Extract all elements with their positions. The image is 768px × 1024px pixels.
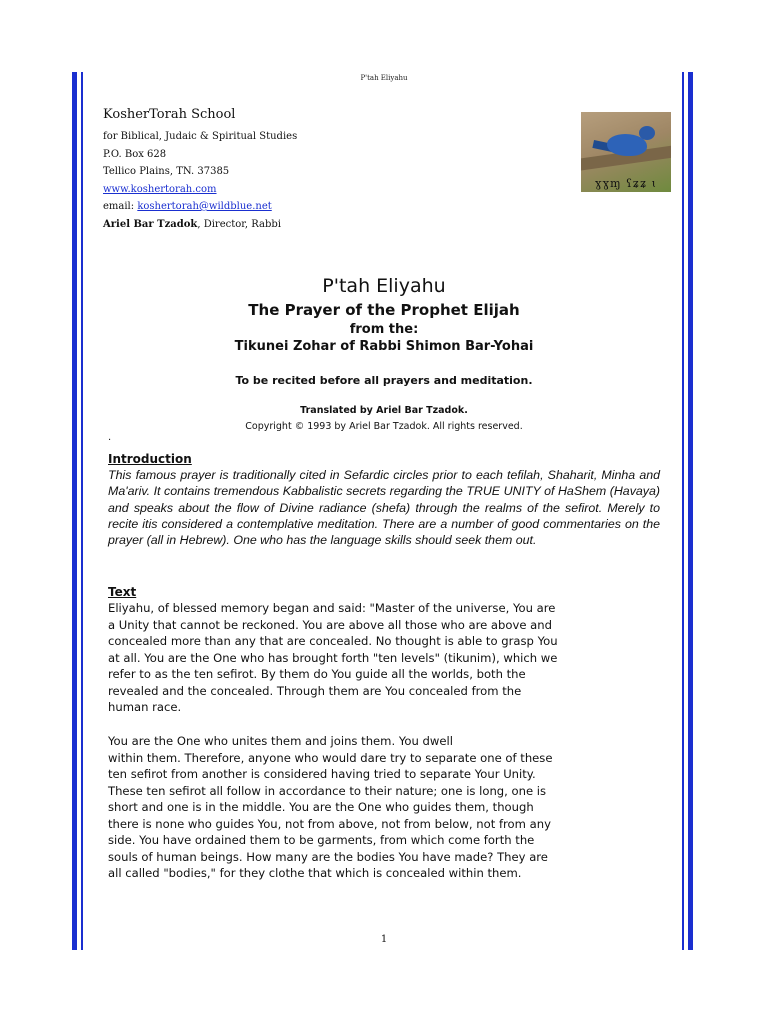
source-title: Tikunei Zohar of Rabbi Shimon Bar-Yohai [234, 339, 534, 354]
school-name: KosherTorah School [103, 107, 236, 122]
page-title: P'tah Eliyahu [322, 275, 446, 297]
introduction-text: This famous prayer is traditionally cited in Sefardic circles prior to each tefilah, Shaharit, Minha and Ma'ariv. It contains tremendous Kabbalistic secrets regarding the TRUE UNITY of HaShem (Havaya) and speaks about the flow of Divine radiance (shefa) through the realms of the sefirot. Merely to recite itis considered a contemplative meditation. There are a number of good commentaries on the prayer (all in Hebrew). One who has the language skills should seek them out. [108, 468, 660, 548]
po-box: P.O. Box 628 [103, 148, 167, 160]
left-border-thin [81, 72, 83, 950]
school-header [103, 107, 297, 233]
bluebird-photo [581, 112, 671, 192]
text-paragraph-1: Eliyahu, of blessed memory began and said: "Master of the universe, You are a Unity that cannot be reckoned. You are above all those who are above and concealed more than any that are concealed. No thought is able to grasp You at all. You are the One who has brought forth "ten levels" (tikunim), which we refer to as the ten sefirot. By them do You guide all the worlds, both the revealed and the concealed. Through them are You concealed from the human race. [108, 601, 558, 714]
email-label: email: [103, 201, 138, 212]
page-number: 1 [380, 934, 388, 945]
translator-credit: Translated by Ariel Bar Tzadok. [300, 405, 468, 416]
right-border-thick [688, 72, 693, 950]
from-label: from the: [349, 322, 419, 337]
city-address: Tellico Plains, TN. 37385 [103, 166, 230, 177]
right-border-thin [682, 72, 684, 950]
introduction-heading: Introduction [108, 452, 192, 466]
photo-glyphs: ɣɣɱ ʕʑʑ ɩ [594, 177, 658, 190]
running-head: P'tah Eliyahu [360, 74, 408, 82]
left-border-thick [72, 72, 77, 950]
school-subtitle: for Biblical, Judaic & Spiritual Studies [103, 131, 298, 142]
stray-mark: . [108, 432, 112, 443]
director-title: , Director, Rabbi [197, 218, 282, 230]
page-subtitle: The Prayer of the Prophet Elijah [248, 301, 520, 319]
director-name: Ariel Bar Tzadok [103, 218, 198, 230]
email-link[interactable]: koshertorah@wildblue.net [137, 201, 272, 212]
copyright-notice: Copyright © 1993 by Ariel Bar Tzadok. All rights reserved. [245, 421, 523, 432]
recitation-instruction: To be recited before all prayers and meditation. [235, 374, 533, 387]
bird-head [639, 126, 655, 140]
text-heading: Text [108, 585, 137, 599]
text-paragraph-2: You are the One who unites them and joins them. You dwell within them. Therefore, anyone who would dare try to separate one of these ten sefirot from another is considered having tried to separate Your Unity. These ten sefirot all follow in accordance to their nature; one is long, one is short and one is in the middle. You are the One who guides them, though there is none who guides You, not from above, not from below, not from any side. You have ordained them to be garments, from which come forth the souls of human beings. How many are the bodies You have made? They are all called "bodies," for they clothe that which is concealed within them. [108, 734, 553, 880]
website-link[interactable]: www.koshertorah.com [103, 183, 217, 195]
